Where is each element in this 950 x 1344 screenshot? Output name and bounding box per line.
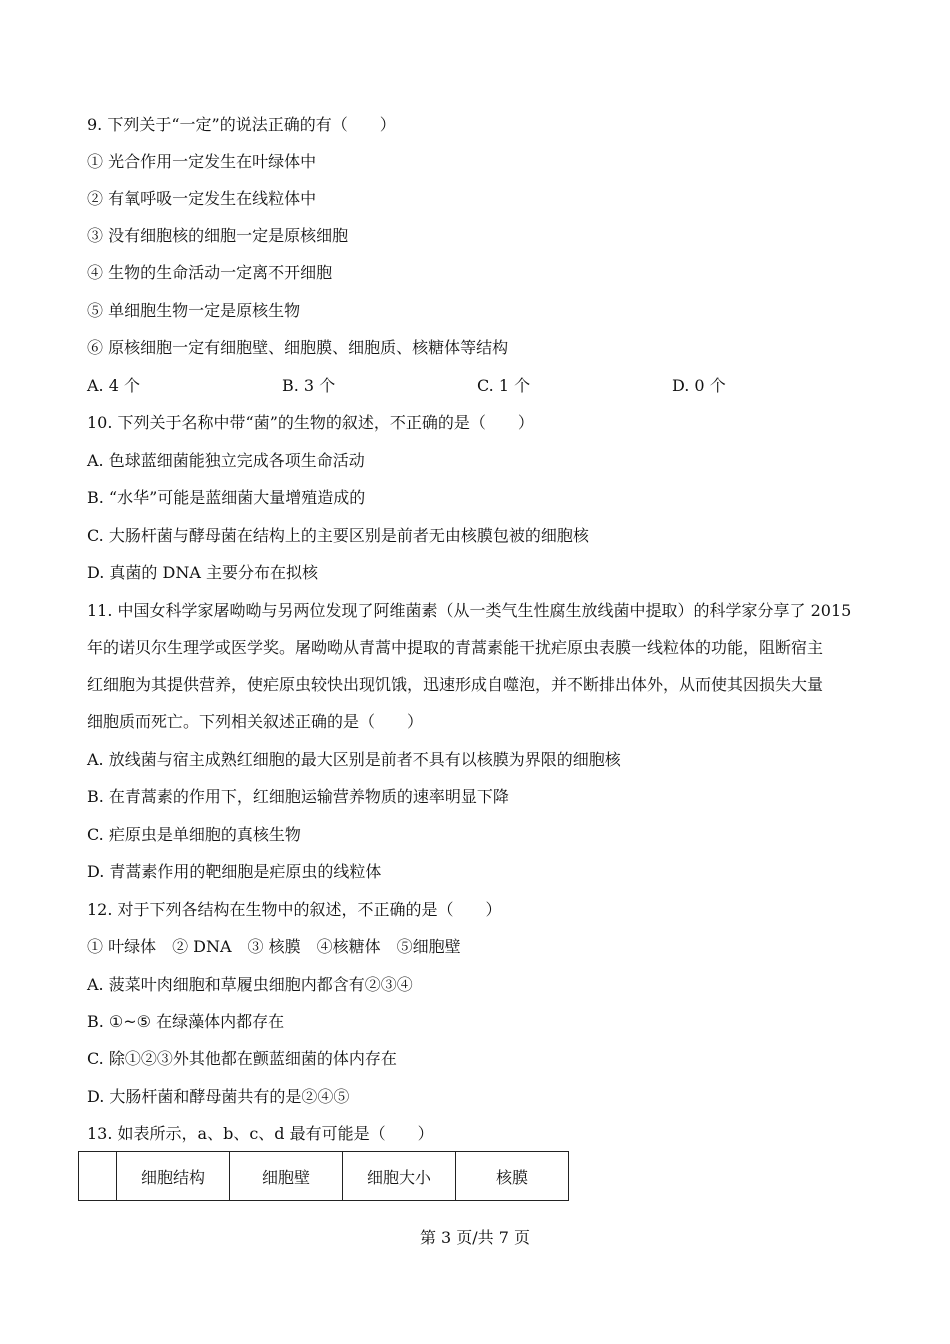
q13-header-blank — [79, 1152, 117, 1201]
q9-item-4: ④ 生物的生命活动一定离不开细胞 — [87, 263, 333, 282]
q9-item-1: ① 光合作用一定发生在叶绿体中 — [87, 152, 317, 171]
q9-item-5: ⑤ 单细胞生物一定是原核生物 — [87, 301, 301, 320]
q9-item-6: ⑥ 原核细胞一定有细胞壁、细胞膜、细胞质、核糖体等结构 — [87, 338, 509, 357]
q13-table — [78, 1151, 569, 1201]
page-number: 第 3 页/共 7 页 — [419, 1228, 531, 1247]
q12-stem: 12. 对于下列各结构在生物中的叙述，不正确的是（ ） — [87, 900, 502, 919]
q9-stem: 9. 下列关于“一定”的说法正确的有（ ） — [87, 115, 396, 134]
q12-option-b: B. ①~⑤ 在绿藻体内都存在 — [87, 1012, 285, 1031]
q10-option-b: B. “水华”可能是蓝细菌大量增殖造成的 — [87, 488, 366, 507]
q10-option-d: D. 真菌的 DNA 主要分布在拟核 — [87, 563, 318, 582]
q9-option-a: A. 4 个 — [87, 376, 140, 395]
q10-option-c: C. 大肠杆菌与酵母菌在结构上的主要区别是前者无由核膜包被的细胞核 — [87, 526, 589, 545]
q11-option-b: B. 在青蒿素的作用下，红细胞运输营养物质的速率明显下降 — [87, 787, 509, 806]
q13-header-cell-wall: 细胞壁 — [230, 1152, 343, 1201]
q10-option-a: A. 色球蓝细菌能独立完成各项生命活动 — [87, 451, 365, 470]
q12-option-c: C. 除①②③外其他都在颤蓝细菌的体内存在 — [87, 1049, 397, 1068]
q13-table-header-row — [79, 1152, 569, 1201]
q11-stem-line-1: 11. 中国女科学家屠呦呦与另两位发现了阿维菌素（从一类气生性腐生放线菌中提取）的科学家分享了 2015 — [87, 601, 852, 620]
q9-option-c: C. 1 个 — [477, 376, 531, 395]
q11-option-c: C. 疟原虫是单细胞的真核生物 — [87, 825, 301, 844]
q9-item-3: ③ 没有细胞核的细胞一定是原核细胞 — [87, 226, 349, 245]
q12-option-d: D. 大肠杆菌和酵母菌共有的是②④⑤ — [87, 1087, 350, 1106]
q13-header-cell-structure: 细胞结构 — [117, 1152, 230, 1201]
q11-stem-line-3: 红细胞为其提供营养，使疟原虫较快出现饥饿，迅速形成自噬泡，并不断排出体外，从而使其因损失大量 — [87, 675, 824, 694]
q10-stem: 10. 下列关于名称中带“菌”的生物的叙述，不正确的是（ ） — [87, 413, 534, 432]
q9-item-2: ② 有氧呼吸一定发生在线粒体中 — [87, 189, 317, 208]
q13-header-cell-size: 细胞大小 — [343, 1152, 456, 1201]
q11-stem-line-4: 细胞质而死亡。下列相关叙述正确的是（ ） — [87, 712, 424, 731]
q9-option-d: D. 0 个 — [672, 376, 726, 395]
q11-stem-line-2: 年的诺贝尔生理学或医学奖。屠呦呦从青蒿中提取的青蒿素能干扰疟原虫表膜一线粒体的功能，阻断宿主 — [87, 638, 824, 657]
q12-option-a: A. 菠菜叶肉细胞和草履虫细胞内都含有②③④ — [87, 975, 413, 994]
q13-header-nuclear-membrane: 核膜 — [456, 1152, 569, 1201]
q12-items: ① 叶绿体 ② DNA ③ 核膜 ④核糖体 ⑤细胞壁 — [87, 937, 461, 956]
q13-stem: 13. 如表所示，a、b、c、d 最有可能是（ ） — [87, 1124, 434, 1143]
q9-option-b: B. 3 个 — [282, 376, 336, 395]
q11-option-a: A. 放线菌与宿主成熟红细胞的最大区别是前者不具有以核膜为界限的细胞核 — [87, 750, 621, 769]
q11-option-d: D. 青蒿素作用的靶细胞是疟原虫的线粒体 — [87, 862, 382, 881]
